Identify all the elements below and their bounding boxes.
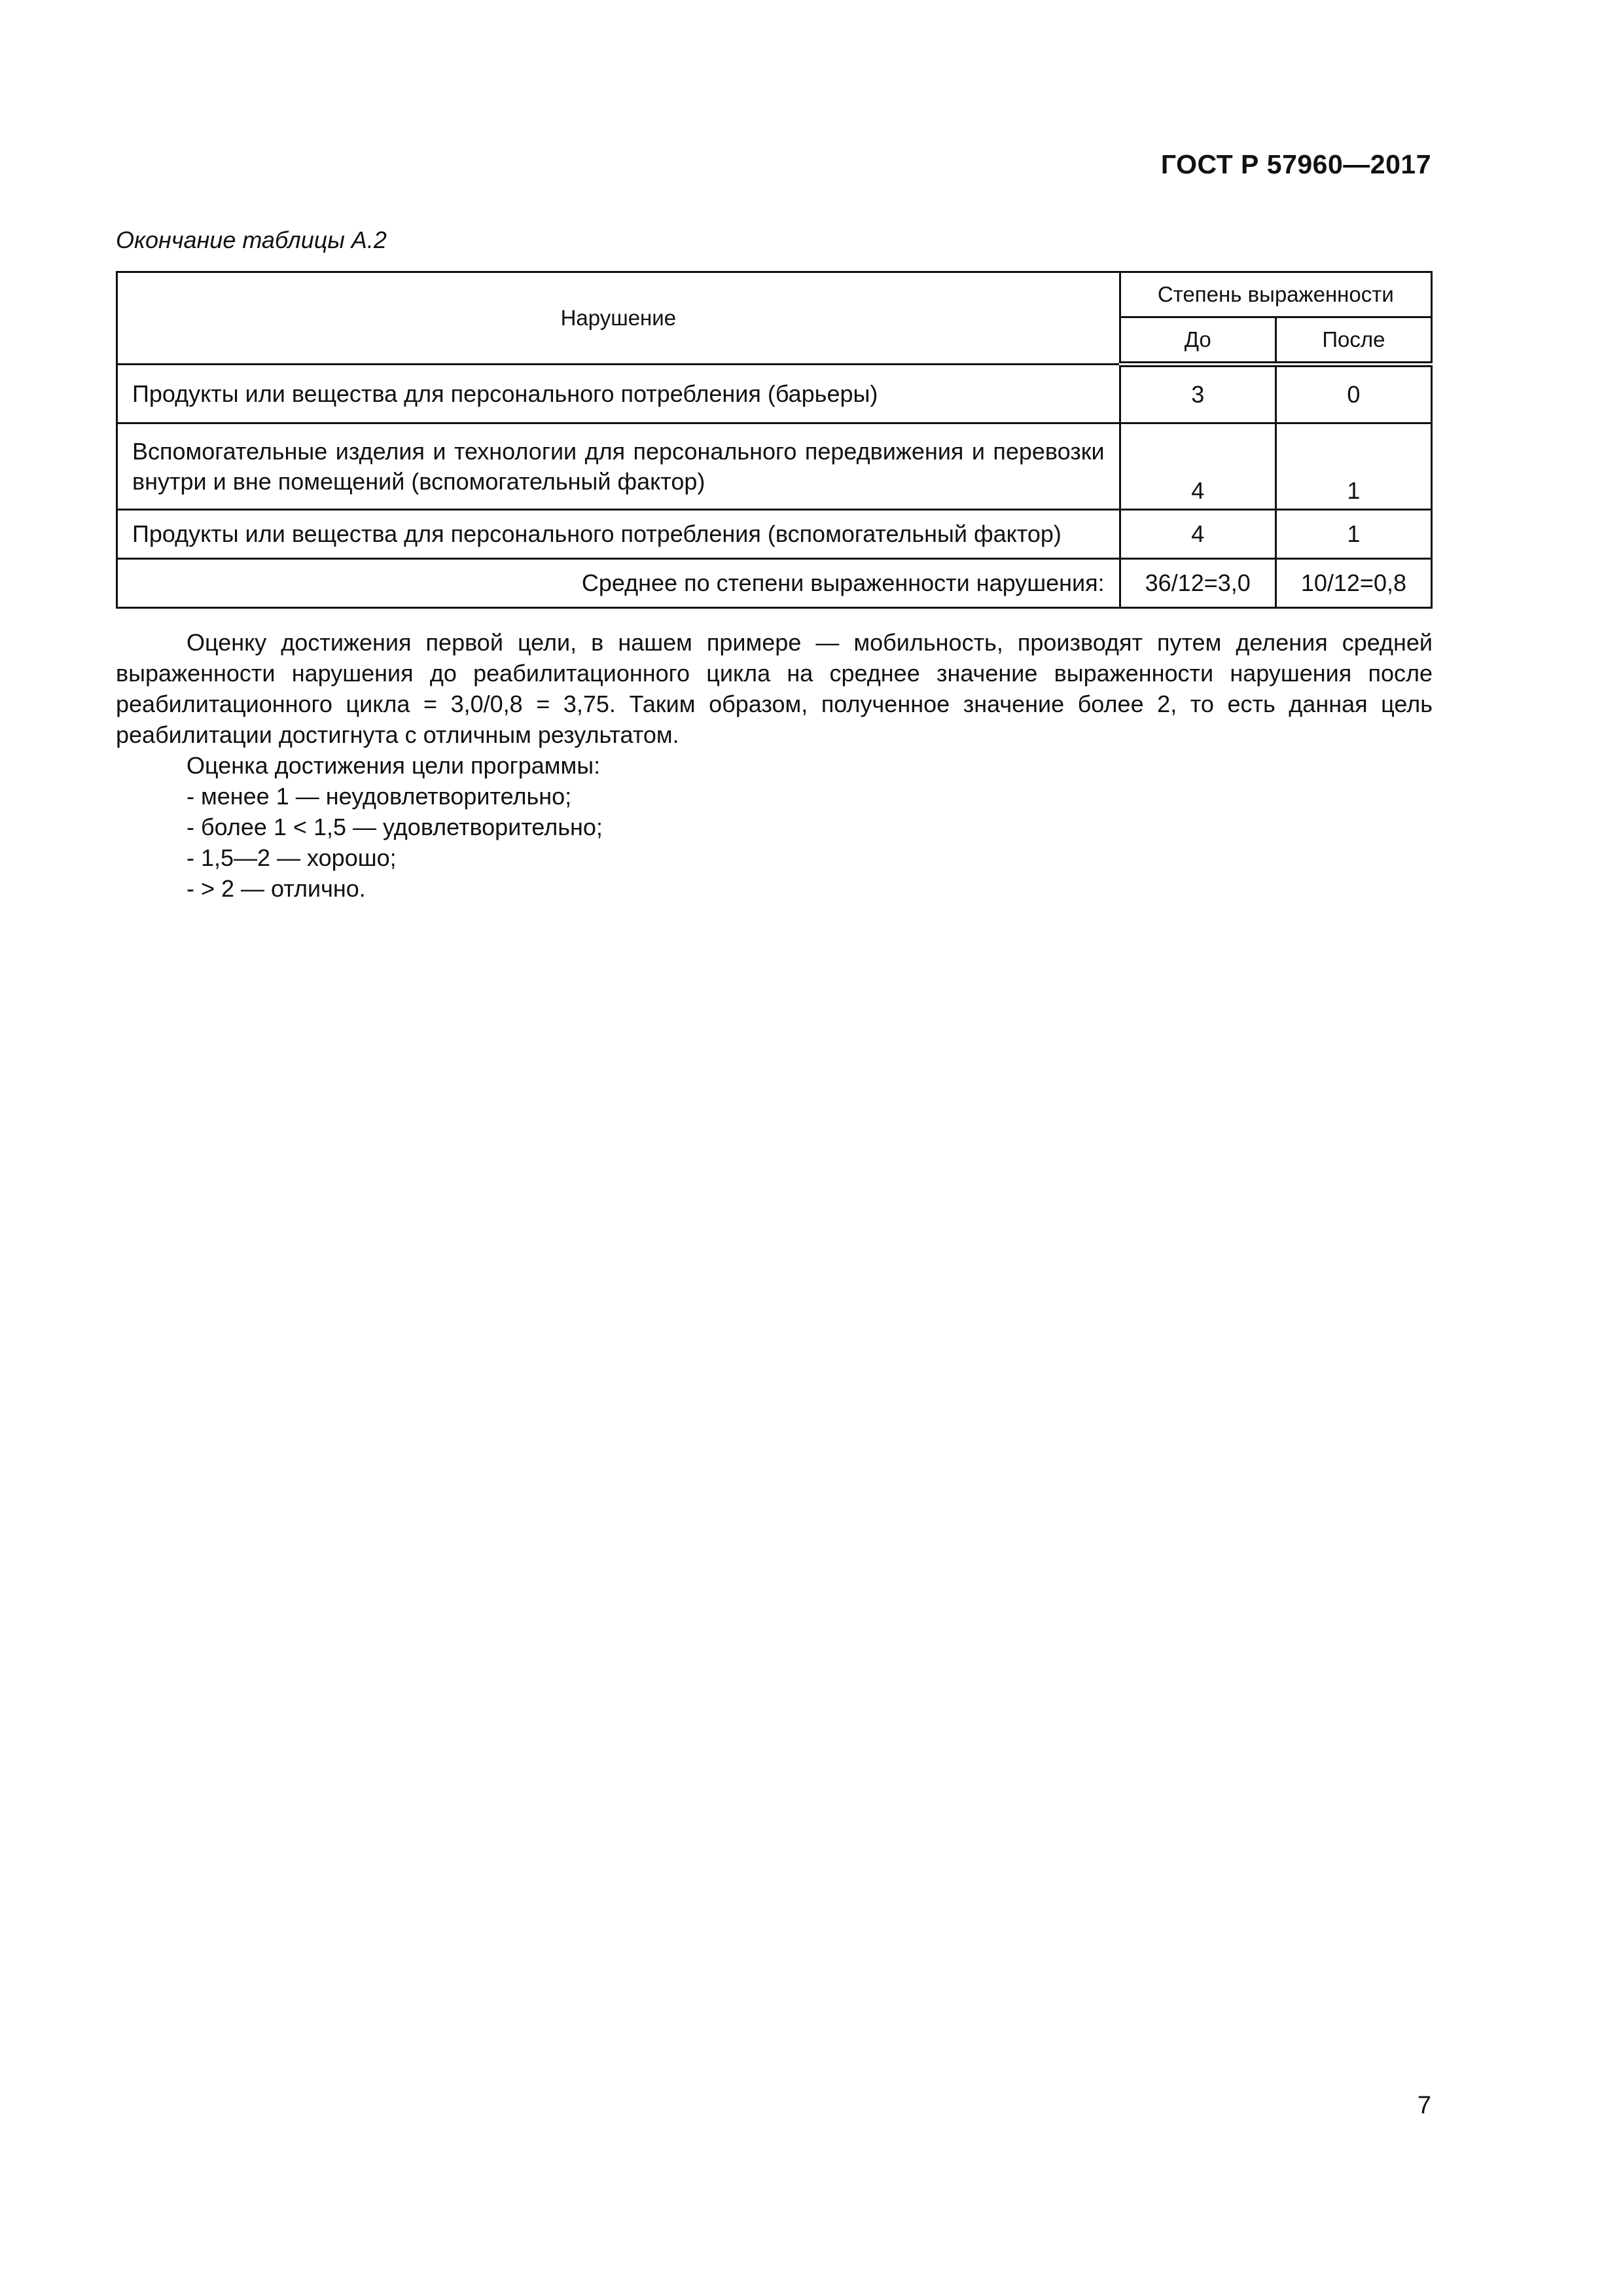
summary-label: Среднее по степени выраженности нарушения: — [117, 559, 1120, 608]
violations-table — [116, 271, 1433, 609]
before-value: 4 — [1120, 510, 1275, 559]
before-value: 3 — [1120, 365, 1275, 423]
table-header-row — [117, 272, 1432, 317]
table-caption: Окончание таблицы А.2 — [116, 226, 387, 253]
column-header-violation: Нарушение — [117, 272, 1120, 365]
after-value: 1 — [1275, 510, 1431, 559]
table-summary-row — [117, 559, 1432, 608]
scale-item: - более 1 < 1,5 — удовлетворительно; — [187, 814, 603, 840]
page-number: 7 — [1417, 2092, 1431, 2119]
after-value: 1 — [1275, 423, 1431, 510]
table-row — [117, 365, 1432, 423]
scale-item: - 1,5—2 — хорошо; — [187, 844, 397, 871]
scale-item: - менее 1 — неудовлетворительно; — [187, 783, 572, 810]
column-header-after: После — [1275, 317, 1431, 365]
summary-after-value: 10/12=0,8 — [1275, 559, 1431, 608]
violation-cell: Продукты или вещества для персонального потребления (вспомогательный фактор) — [117, 510, 1120, 559]
table-row — [117, 423, 1432, 510]
after-value: 0 — [1275, 365, 1431, 423]
before-value: 4 — [1120, 423, 1275, 510]
scale-item: - > 2 — отлично. — [187, 875, 366, 902]
column-header-before: До — [1120, 317, 1275, 365]
scale-intro: Оценка достижения цели программы: — [187, 752, 601, 779]
table-row — [117, 510, 1432, 559]
body-text — [116, 627, 1433, 904]
violation-cell: Продукты или вещества для персонального потребления (барьеры) — [117, 365, 1120, 423]
violation-cell: Вспомогательные изделия и технологии для персонального передвижения и перевозки внутри и вне помещений (вспомогательный фактор) — [117, 423, 1120, 510]
summary-before-value: 36/12=3,0 — [1120, 559, 1275, 608]
explanation-paragraph: Оценку достижения первой цели, в нашем примере — мобильность, производят путем деления средней выраженности нарушения до реабилитационного цикла на среднее значение выраженности нарушения после реабилитационного цикла = 3,0/0,8 = 3,75. Таким образом, полученное значение более 2, то есть данная цель реабилитации достигнута с отличным результатом. — [116, 629, 1433, 748]
column-header-degree: Степень выраженности — [1120, 272, 1431, 317]
document-code: ГОСТ Р 57960—2017 — [1160, 149, 1431, 179]
